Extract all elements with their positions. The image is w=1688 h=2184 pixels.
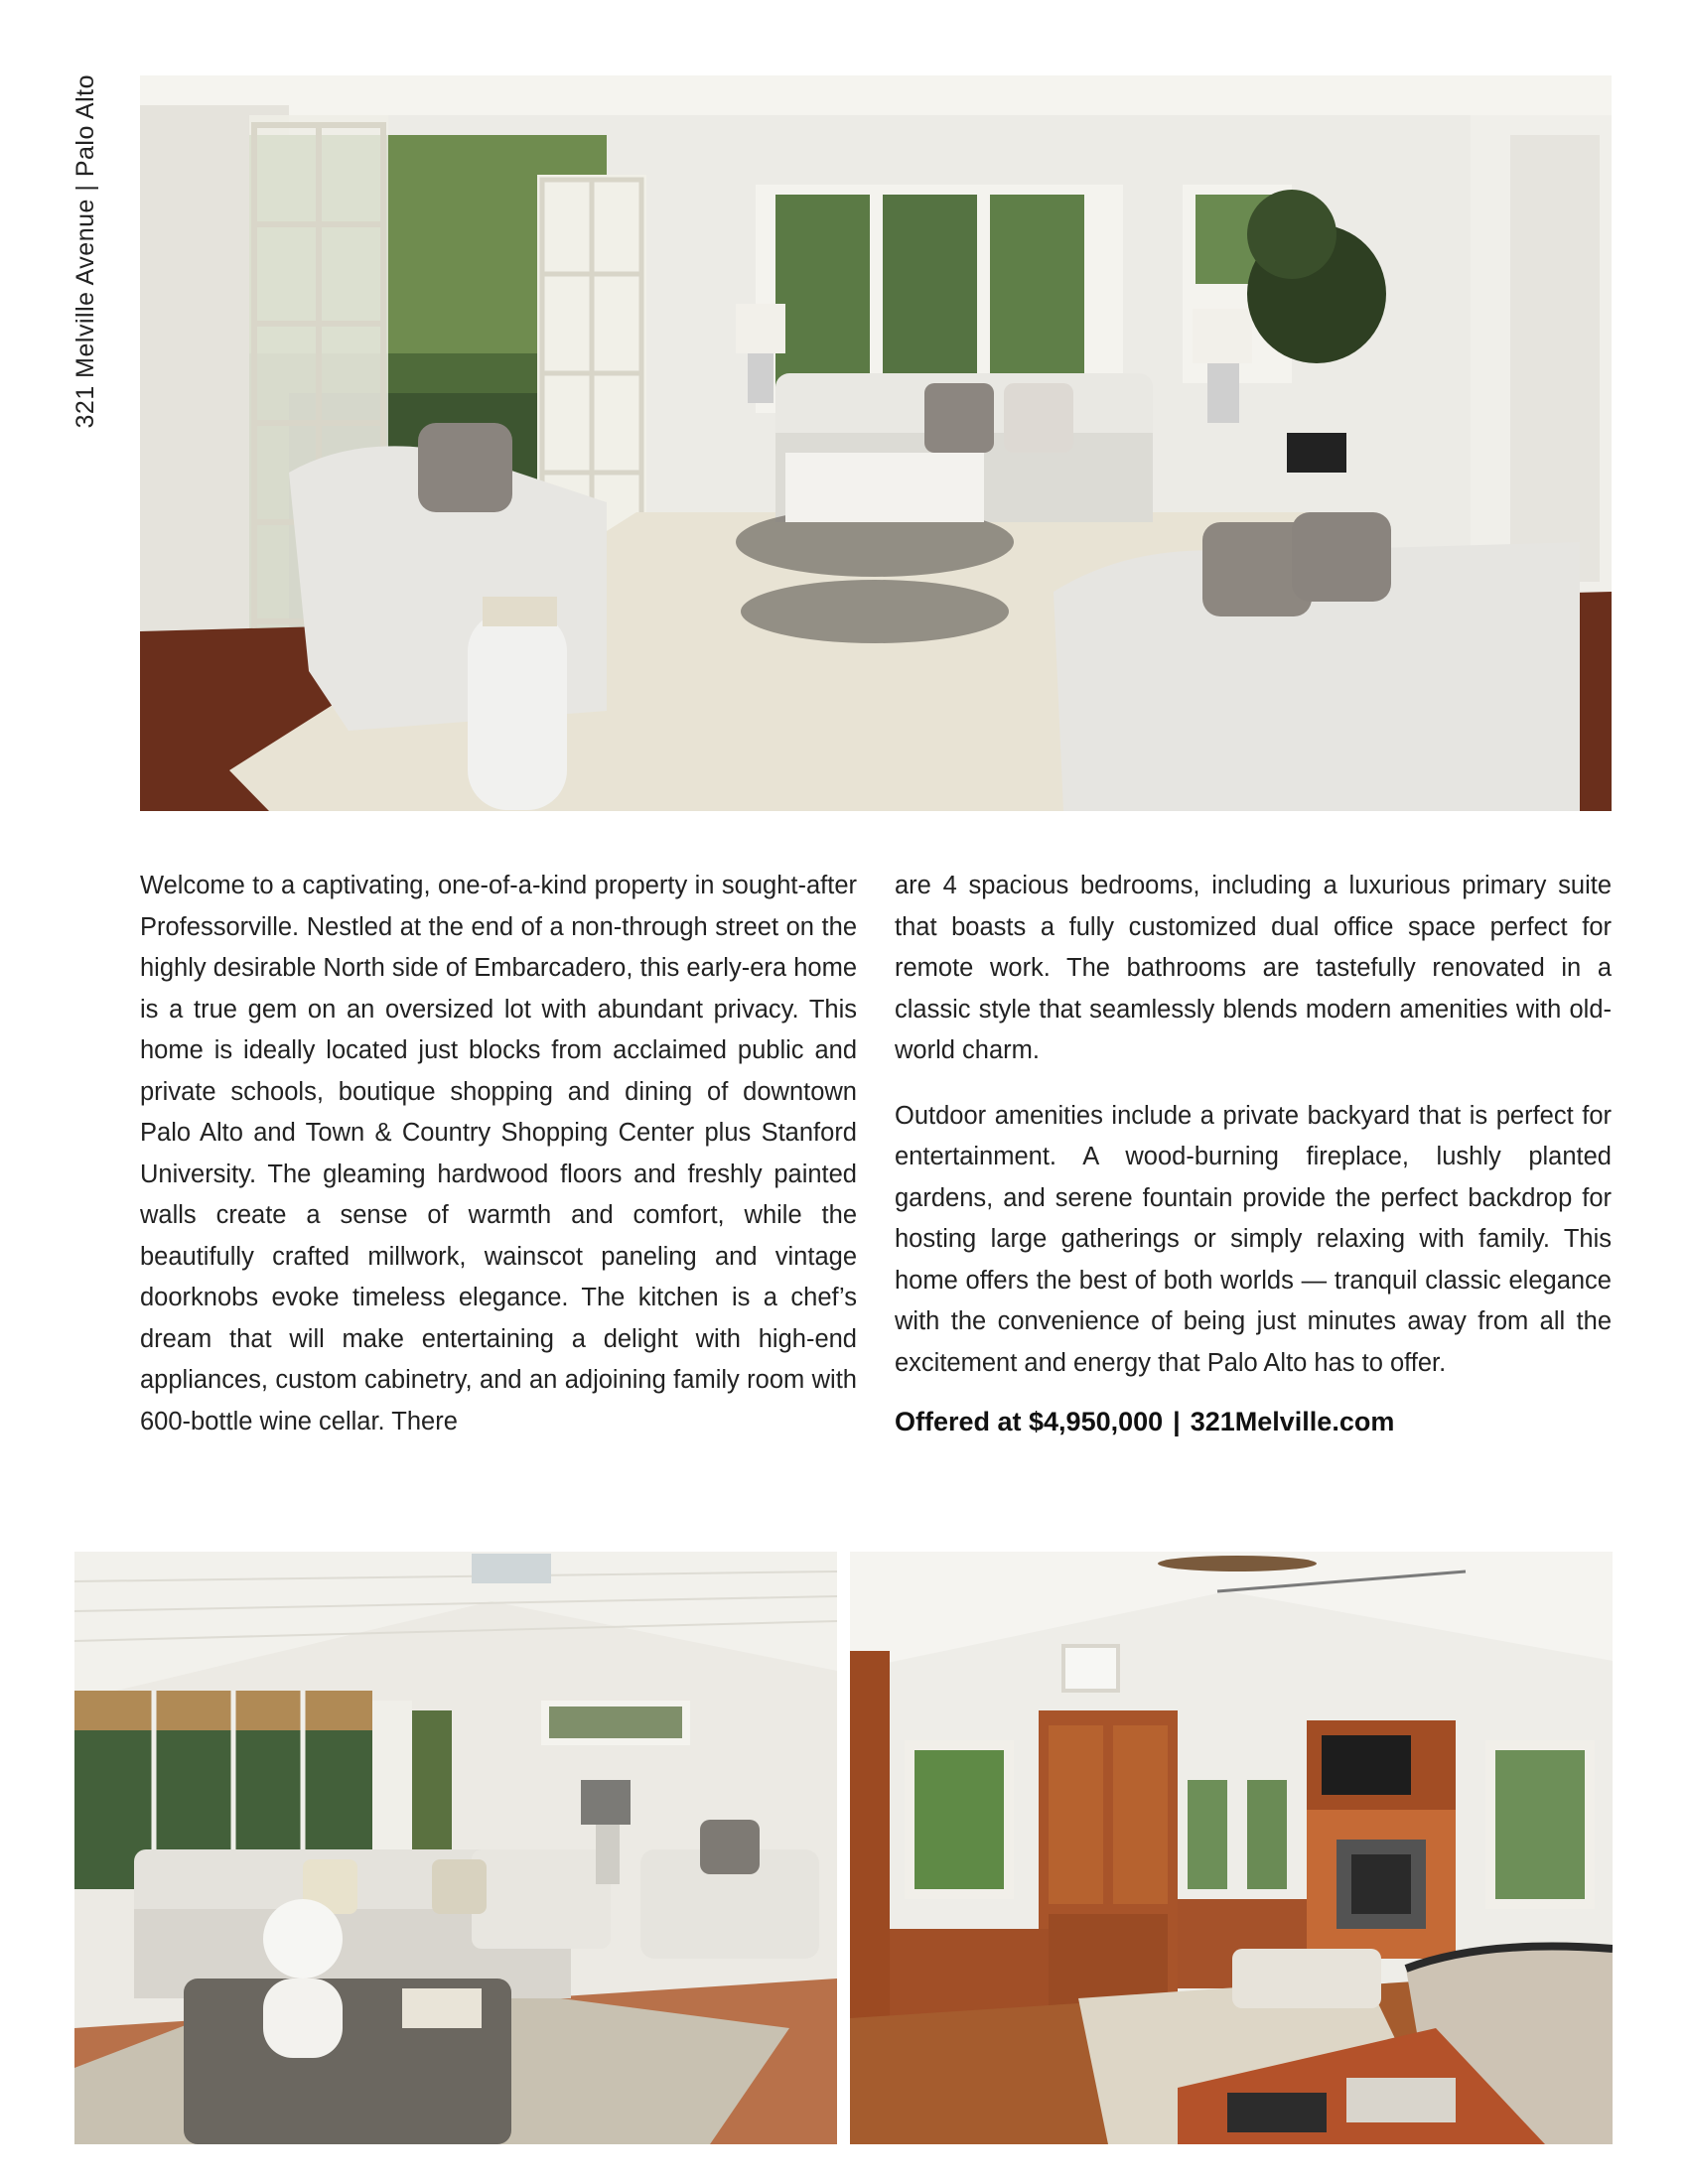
description-right-column (895, 866, 1612, 1443)
offer-line (895, 1402, 1612, 1443)
offer-price: Offered at $4,950,000 (895, 1407, 1164, 1436)
office-photo (850, 1552, 1613, 2144)
description-left-column (140, 866, 857, 1442)
offer-separator: | (1173, 1407, 1181, 1436)
sunroom-photo (74, 1552, 837, 2144)
description-paragraph: are 4 spacious bedrooms, including a luxurious primary suite that boasts a fully customized dual office space perfect for remote work. The bathrooms are tastefully renovated in a classic style that seamlessly blends modern amenities with old-world charm. (895, 872, 1612, 1064)
offer-website-link[interactable]: 321Melville.com (1190, 1407, 1395, 1436)
description-paragraph: Welcome to a captivating, one-of-a-kind property in sought-after Professorville. Nestled at the end of a non-through street on the highly desirable North side of Embarcadero, this early-era home is a true gem on an oversized lot with abundant privacy. This home is ideally located just blocks from acclaimed public and private schools, boutique shopping and dining of downtown Palo Alto and Town & Country Shopping Center plus Stanford University. The gleaming hardwood floors and freshly painted walls create a sense of warmth and comfort, while the beautifully crafted millwork, wainscot paneling and vintage doorknobs evoke timeless elegance. The kitchen is a chef’s dream that will make entertaining a delight with high-end appliances, custom cabinetry, and an adjoining family room with 600-bottle wine cellar. There (140, 872, 857, 1435)
outdoor-paragraph: Outdoor amenities include a private backyard that is perfect for entertainment. A wood-burning fireplace, lushly planted gardens, and serene fountain provide the perfect backdrop for hosting large gatherings or simply relaxing with family. This home offers the best of both worlds — tranquil classic elegance with the convenience of being just minutes away from all the excitement and energy that Palo Alto has to offer. (895, 1101, 1612, 1377)
address-side-label (71, 74, 101, 511)
address-text: 321 Melville Avenue | Palo Alto (71, 74, 99, 429)
living-room-photo (140, 75, 1612, 811)
